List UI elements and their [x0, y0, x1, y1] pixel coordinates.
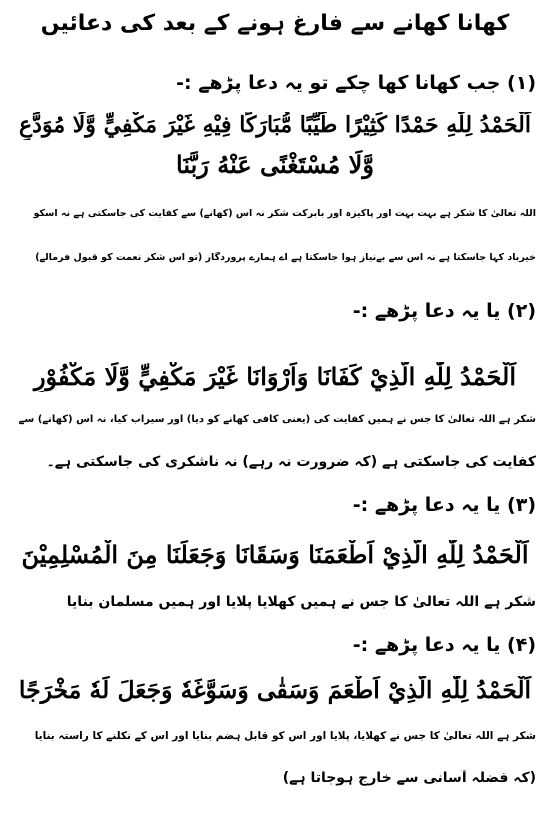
section-4-arabic-line-1: اَلْحَمْدُ لِلّٰهِ الَّذِيْ اَطْعَمَ وَسَقٰى وَسَوَّغَهٗ وَجَعَلَ لَهٗ مَخْرَجًا	[18, 676, 532, 704]
section-4-translation-line-1: شکر ہے اللہ تعالیٰ کا جس نے کھلایا، پلایا اور اس کو قابل ہضم بنایا اور اس کے نکلنے کا راستہ بنایا	[34, 730, 536, 742]
section-3-translation-line-1: شکر ہے اللہ تعالیٰ کا جس نے ہمیں کھلایا پلایا اور ہمیں مسلمان بنایا	[66, 594, 536, 610]
section-2-heading: (۲) یا یہ دعا پڑھے :-	[352, 300, 536, 322]
page-title: کھانا کھانے سے فارغ ہونے کے بعد کی دعائیں	[40, 11, 510, 36]
section-3-arabic-line-1: اَلْحَمْدُ لِلّٰهِ الَّذِيْ اَطْعَمَنَا وَسَقَانَا وَجَعَلَنَا مِنَ الْمُسْلِمِيْنَ	[21, 540, 529, 569]
section-1-arabic-line-1: اَلْحَمْدُ لِلّٰهِ حَمْدًا كَثِيْرًا طَيِّبًا مُّبَارَكًا فِيْهِ غَيْرَ مَكْفِيٍّ وَّلَا مُوَدَّعٍ	[19, 112, 531, 138]
section-1-translation-line-1: اللہ تعالیٰ کا شکر ہے بہت بہت اور پاکیزہ اور بابرکت شکر نہ اس (کھانے) سے کفایت کی جاسکتی ہے نہ اسکو	[33, 208, 536, 219]
section-1-translation-line-2: خیرباد کہا جاسکتا ہے نہ اس سے بےنیاز ہوا جاسکتا ہے اے ہمارے پروردگار (تو اس شکر نعمت کو قبول فرمالے)	[35, 252, 536, 263]
section-2-translation-line-1: شکر ہے اللہ تعالیٰ کا جس نے ہمیں کفایت کی (یعنی کافی کھانے کو دیا) اور سیراب کیا، نہ اس (کھانے) سے	[18, 414, 536, 425]
section-4-heading: (۴) یا یہ دعا پڑھے :-	[352, 634, 536, 656]
section-4-translation-line-2: (کہ فضلہ آسانی سے خارج ہوجاتا ہے)	[282, 770, 536, 786]
section-2-arabic-line-1: اَلْحَمْدُ لِلّٰهِ الَّذِيْ كَفَانَا وَاَرْوَانَا غَيْرَ مَكْفِيٍّ وَّلَا مَكْفُوْرٍ	[33, 362, 517, 391]
section-3-heading: (۳) یا یہ دعا پڑھے :-	[352, 494, 536, 516]
section-1-arabic-line-2: وَّلَا مُسْتَغْنًى عَنْهُ رَبَّنَا	[176, 150, 374, 179]
section-1-heading: (۱) جب کھانا کھا چکے تو یہ دعا پڑھے :-	[176, 72, 536, 94]
section-2-translation-line-2: کفایت کی جاسکتی ہے (کہ ضرورت نہ رہے) نہ ناشکری کی جاسکتی ہے۔	[46, 454, 536, 470]
